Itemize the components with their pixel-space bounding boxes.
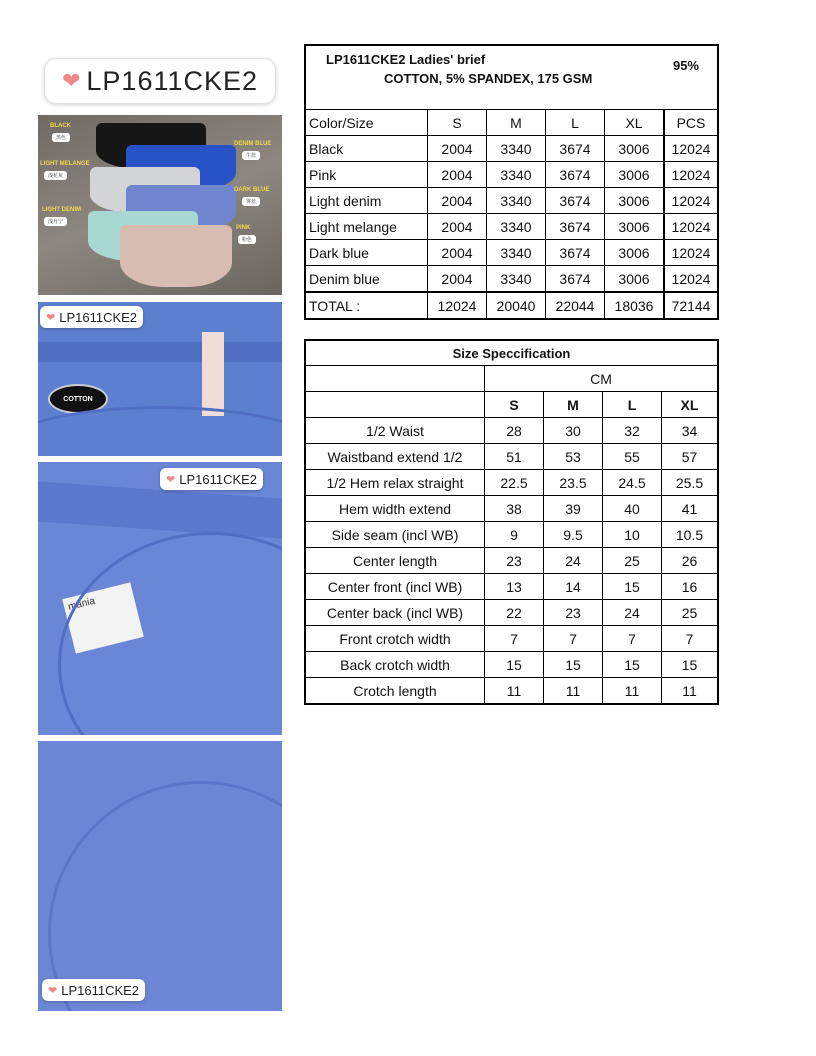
- measurement-value: 34: [662, 418, 719, 444]
- measurement-value: 38: [485, 496, 544, 522]
- color-name: Light denim: [305, 188, 428, 214]
- qty-cell: 3006: [605, 162, 665, 188]
- table-row: [305, 214, 718, 240]
- color-assortment-photo: [38, 115, 282, 295]
- heart-icon: ❤: [48, 984, 58, 997]
- size-spec-title: Size Speccification: [305, 340, 718, 366]
- measurement-value: 30: [544, 418, 603, 444]
- measurement-value: 10: [603, 522, 662, 548]
- unit-header: CM: [485, 366, 719, 392]
- measurement-value: 26: [662, 548, 719, 574]
- style-code: LP1611CKE2: [59, 309, 138, 325]
- color-label-en: DARK BLUE: [234, 187, 270, 193]
- measurement-name: Center back (incl WB): [305, 600, 485, 626]
- quantity-table: [304, 44, 719, 320]
- total-cell: 18036: [605, 292, 665, 319]
- measurement-value: 22.5: [485, 470, 544, 496]
- total-row: [305, 292, 718, 319]
- measurement-name: 1/2 Waist: [305, 418, 485, 444]
- color-name: Denim blue: [305, 266, 428, 293]
- color-name: Pink: [305, 162, 428, 188]
- color-label-en: BLACK: [50, 123, 71, 129]
- measurement-value: 14: [544, 574, 603, 600]
- table-row: [305, 652, 718, 678]
- qty-cell: 3674: [546, 214, 605, 240]
- leg-seam: [38, 406, 282, 456]
- leg-opening-photo: [38, 741, 282, 1011]
- measurement-value: 24.5: [603, 470, 662, 496]
- title-pct: 95%: [672, 58, 699, 73]
- qty-total-cell: 12024: [664, 266, 718, 293]
- measurement-value: 15: [485, 652, 544, 678]
- style-code: LP1611CKE2: [61, 982, 140, 998]
- title-line1: LP1611CKE2 Ladies' brief: [326, 52, 486, 67]
- waistband: [38, 481, 282, 538]
- qty-cell: 3340: [487, 266, 546, 293]
- measurement-value: 11: [662, 678, 719, 705]
- size-header: L: [603, 392, 662, 418]
- qty-total-cell: 12024: [664, 240, 718, 266]
- qty-cell: 3340: [487, 188, 546, 214]
- qty-cell: 2004: [428, 240, 487, 266]
- column-header: XL: [605, 110, 665, 136]
- qty-cell: 3006: [605, 188, 665, 214]
- size-header: S: [485, 392, 544, 418]
- measurement-value: 25: [662, 600, 719, 626]
- color-label-cn: 雾蓝: [242, 197, 260, 206]
- cotton-badge: COTTON: [48, 384, 108, 414]
- measurement-value: 25.5: [662, 470, 719, 496]
- heart-icon: ❤: [166, 473, 176, 486]
- qty-cell: 3006: [605, 266, 665, 293]
- waistband-photo: [38, 302, 282, 456]
- color-label-cn: 粉色: [238, 235, 256, 244]
- table-row: [305, 574, 718, 600]
- size-header: XL: [662, 392, 719, 418]
- measurement-value: 10.5: [662, 522, 719, 548]
- measurement-value: 7: [662, 626, 719, 652]
- qty-cell: 2004: [428, 214, 487, 240]
- measurement-value: 51: [485, 444, 544, 470]
- measurement-value: 23: [485, 548, 544, 574]
- qty-cell: 3674: [546, 240, 605, 266]
- color-label-en: DENIM BLUE: [234, 141, 272, 147]
- style-code: LP1611CKE2: [86, 65, 259, 96]
- table-row: [305, 418, 718, 444]
- qty-cell: 3006: [605, 136, 665, 162]
- qty-cell: 2004: [428, 162, 487, 188]
- measurement-value: 7: [485, 626, 544, 652]
- qty-total-cell: 12024: [664, 162, 718, 188]
- measurement-value: 24: [544, 548, 603, 574]
- measurement-value: 11: [485, 678, 544, 705]
- qty-cell: 3674: [546, 188, 605, 214]
- table-row: [305, 136, 718, 162]
- quantity-table-title: [305, 45, 718, 110]
- hang-label: [202, 332, 224, 416]
- measurement-value: 15: [544, 652, 603, 678]
- measurement-value: 13: [485, 574, 544, 600]
- style-code: LP1611CKE2: [179, 471, 258, 487]
- qty-cell: 2004: [428, 188, 487, 214]
- column-header: PCS: [664, 110, 718, 136]
- table-row: [305, 548, 718, 574]
- measurement-value: 57: [662, 444, 719, 470]
- measurement-value: 25: [603, 548, 662, 574]
- measurement-name: Front crotch width: [305, 626, 485, 652]
- measurement-value: 9.5: [544, 522, 603, 548]
- qty-cell: 3340: [487, 240, 546, 266]
- total-cell: 20040: [487, 292, 546, 319]
- qty-cell: 3674: [546, 266, 605, 293]
- qty-total-cell: 12024: [664, 188, 718, 214]
- measurement-name: Side seam (incl WB): [305, 522, 485, 548]
- style-code-tag-small: [40, 306, 143, 328]
- color-label-cn: 黑色: [52, 133, 70, 142]
- blank-cell: [305, 392, 485, 418]
- measurement-name: Back crotch width: [305, 652, 485, 678]
- style-code-tag-small: [160, 468, 263, 490]
- table-row: [305, 240, 718, 266]
- measurement-value: 40: [603, 496, 662, 522]
- grand-total-cell: 72144: [664, 292, 718, 319]
- table-row: [305, 470, 718, 496]
- qty-total-cell: 12024: [664, 214, 718, 240]
- measurement-value: 28: [485, 418, 544, 444]
- measurement-value: 15: [603, 652, 662, 678]
- measurement-value: 55: [603, 444, 662, 470]
- color-label-en: LIGHT MELANGE: [40, 161, 90, 167]
- column-header: Color/Size: [305, 110, 428, 136]
- total-cell: 22044: [546, 292, 605, 319]
- color-name: Light melange: [305, 214, 428, 240]
- measurement-name: 1/2 Hem relax straight: [305, 470, 485, 496]
- qty-cell: 3006: [605, 214, 665, 240]
- color-name: Black: [305, 136, 428, 162]
- measurement-value: 39: [544, 496, 603, 522]
- leg-opening-seam: [48, 781, 282, 1011]
- qty-cell: 3674: [546, 162, 605, 188]
- qty-cell: 3340: [487, 136, 546, 162]
- table-row: [305, 266, 718, 293]
- measurement-value: 11: [544, 678, 603, 705]
- color-label-en: PINK: [236, 225, 251, 231]
- measurement-value: 22: [485, 600, 544, 626]
- measurement-name: Waistband extend 1/2: [305, 444, 485, 470]
- measurement-value: 23.5: [544, 470, 603, 496]
- heart-icon: ❤: [46, 311, 56, 324]
- size-header-row: [305, 392, 718, 418]
- measurement-value: 24: [603, 600, 662, 626]
- qty-total-cell: 12024: [664, 136, 718, 162]
- column-header: M: [487, 110, 546, 136]
- measurement-value: 7: [544, 626, 603, 652]
- color-name: Dark blue: [305, 240, 428, 266]
- waistband: [38, 342, 282, 362]
- table-header-row: [305, 110, 718, 136]
- table-row: [305, 678, 718, 705]
- measurement-name: Center length: [305, 548, 485, 574]
- qty-cell: 2004: [428, 136, 487, 162]
- total-label: TOTAL :: [305, 292, 428, 319]
- table-row: [305, 626, 718, 652]
- style-code-tag: [44, 58, 276, 104]
- color-label-cn: 浅丹宁: [44, 217, 67, 226]
- brief-pink: [120, 225, 232, 287]
- title-line2: COTTON, 5% SPANDEX, 175 GSM: [384, 71, 593, 86]
- total-cell: 12024: [428, 292, 487, 319]
- column-header: L: [546, 110, 605, 136]
- measurement-value: 15: [662, 652, 719, 678]
- qty-cell: 3674: [546, 136, 605, 162]
- qty-cell: 3006: [605, 240, 665, 266]
- measurement-name: Center front (incl WB): [305, 574, 485, 600]
- size-spec-table: [304, 339, 719, 705]
- table-row: [305, 188, 718, 214]
- table-row: [305, 600, 718, 626]
- side-seam: [58, 532, 282, 735]
- measurement-value: 41: [662, 496, 719, 522]
- measurement-name: Hem width extend: [305, 496, 485, 522]
- measurement-value: 15: [603, 574, 662, 600]
- table-row: [305, 444, 718, 470]
- table-row: [305, 162, 718, 188]
- color-label-en: LIGHT DENIM: [42, 207, 81, 213]
- qty-cell: 3340: [487, 214, 546, 240]
- measurement-value: 9: [485, 522, 544, 548]
- measurement-value: 11: [603, 678, 662, 705]
- color-label-cn: 牛蓝: [242, 151, 260, 160]
- table-row: [305, 496, 718, 522]
- style-code-tag-small: [42, 979, 145, 1001]
- measurement-value: 16: [662, 574, 719, 600]
- size-header: M: [544, 392, 603, 418]
- color-label-cn: 浅花灰: [44, 171, 67, 180]
- qty-cell: 2004: [428, 266, 487, 293]
- measurement-value: 32: [603, 418, 662, 444]
- inner-label-photo: [38, 462, 282, 735]
- measurement-value: 7: [603, 626, 662, 652]
- care-label: mania: [62, 582, 143, 653]
- table-row: [305, 522, 718, 548]
- measurement-value: 23: [544, 600, 603, 626]
- blank-cell: [305, 366, 485, 392]
- measurement-name: Crotch length: [305, 678, 485, 705]
- qty-cell: 3340: [487, 162, 546, 188]
- measurement-value: 53: [544, 444, 603, 470]
- column-header: S: [428, 110, 487, 136]
- heart-icon: ❤: [61, 68, 81, 93]
